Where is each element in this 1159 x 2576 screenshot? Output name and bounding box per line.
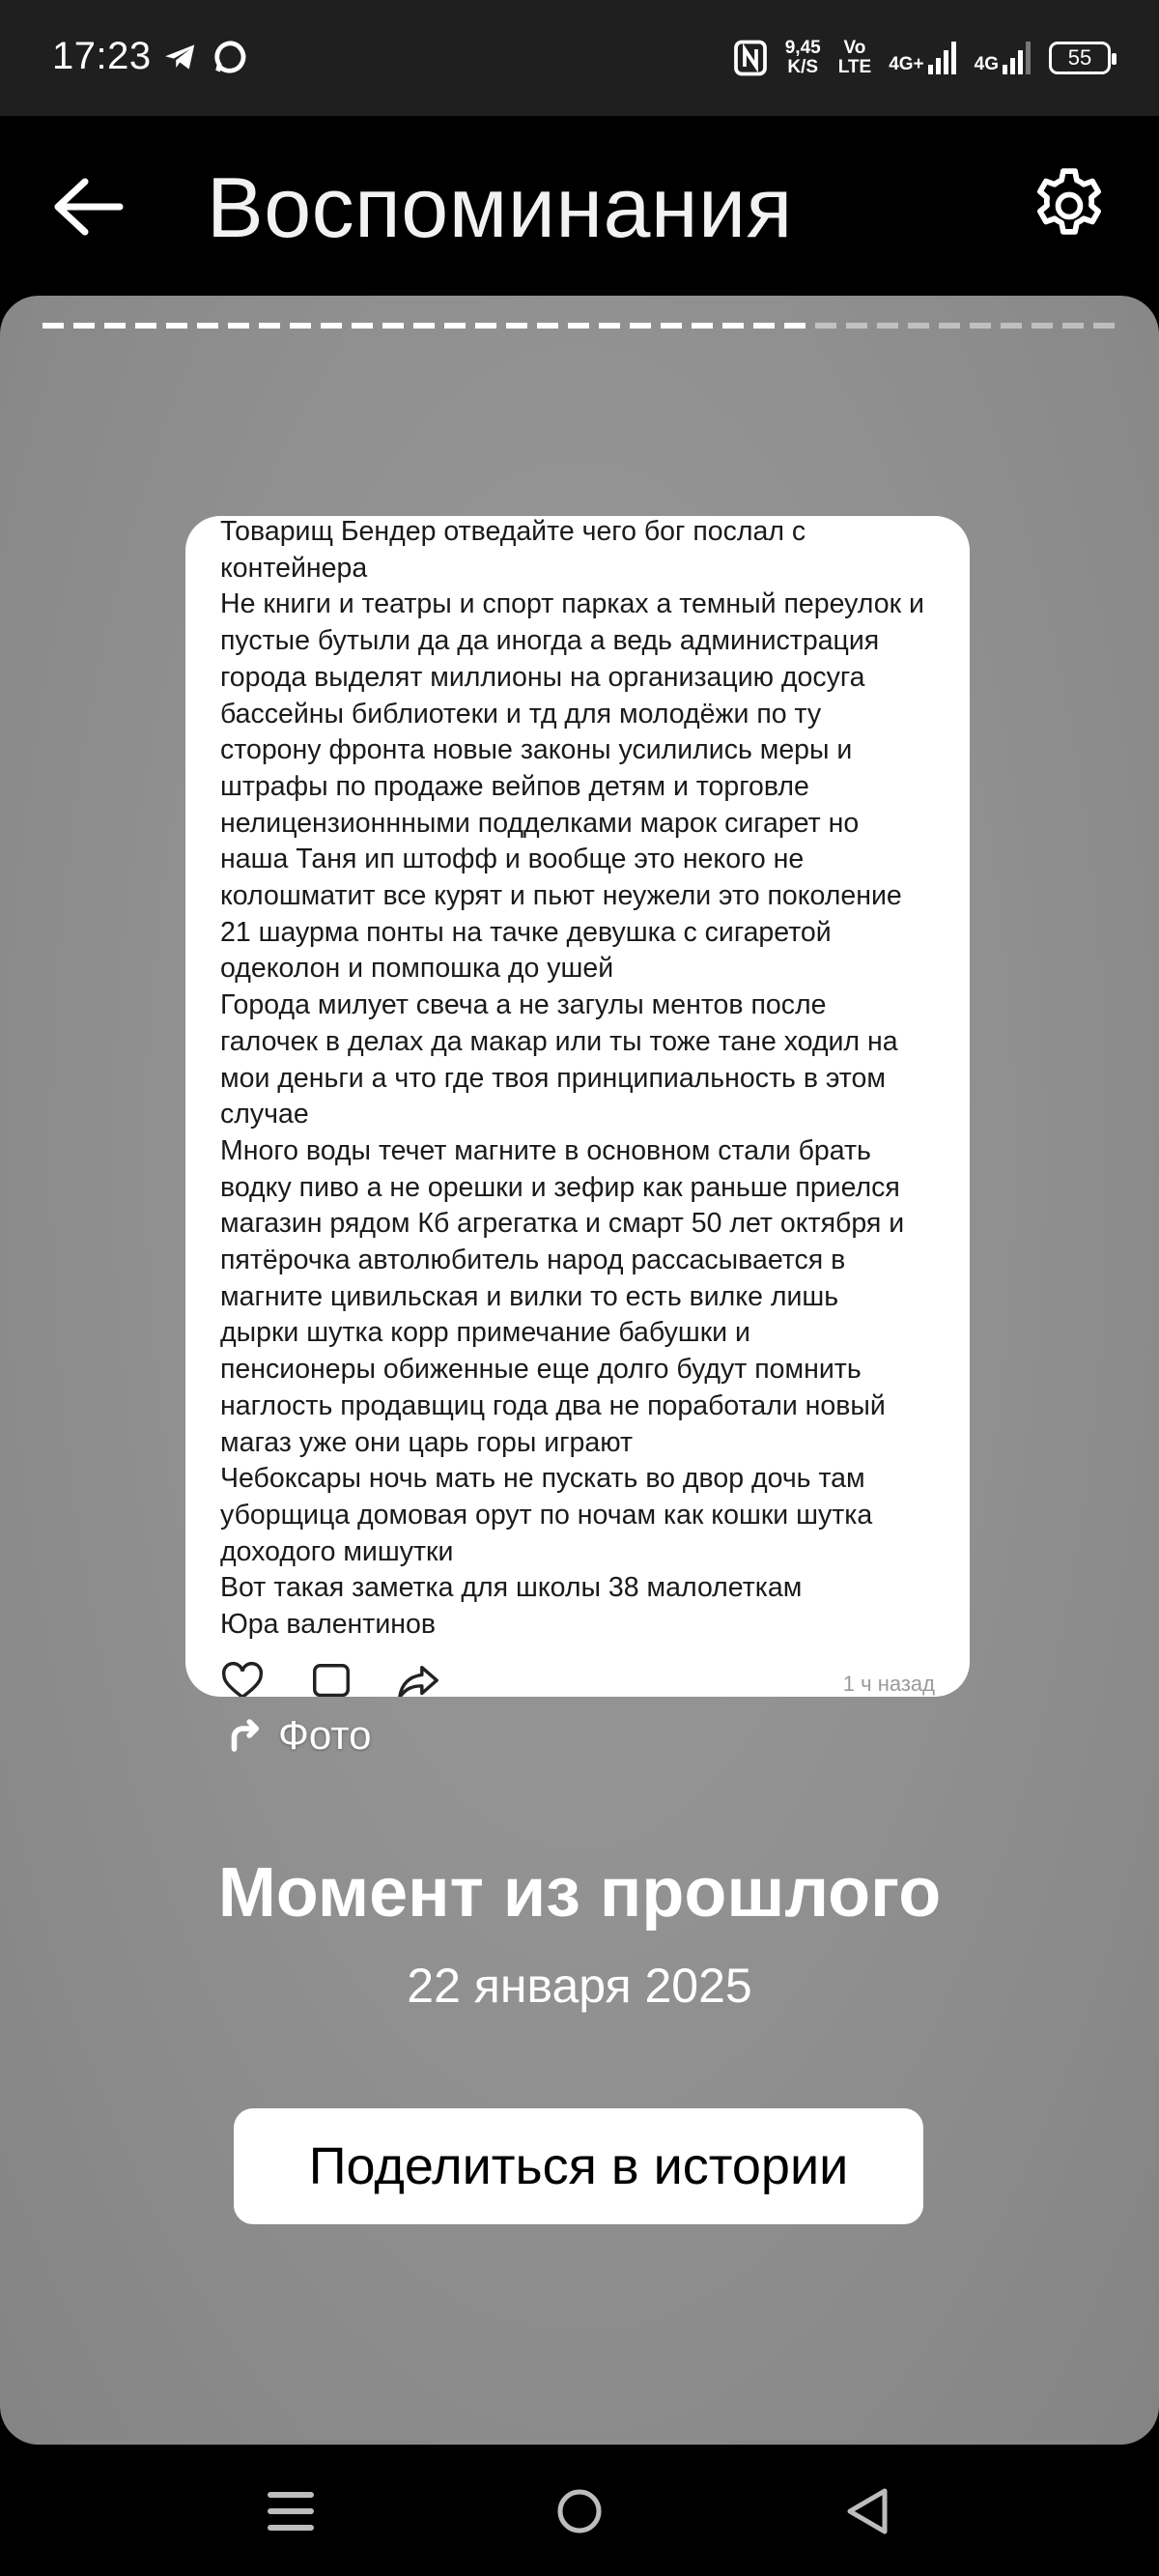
story-panel[interactable] [0, 296, 1159, 2445]
signal-2 [975, 42, 1032, 74]
moment-date: 22 января 2025 [407, 1959, 752, 2013]
post-text-line: контейнера [220, 552, 368, 584]
post-text-line: Товарищ Бендер отведайте чего бог послал с [220, 516, 806, 547]
progress-fill [42, 323, 806, 329]
source-label: Фото [278, 1712, 372, 1758]
nfc-icon [733, 39, 768, 77]
post-time: 1 ч назад [842, 1672, 935, 1696]
post-text-line: уборщица домовая орут по ночам как кошки шутка [220, 1499, 873, 1531]
post-text-line: штрафы по продаже вейпов детям и торговле [220, 770, 809, 802]
signal-2-label: 4G [974, 54, 999, 74]
volte-indicator [838, 39, 871, 77]
post-text-line: 21 шаурма понты на тачке девушка с сигаретой [220, 916, 832, 948]
post-text-line: случае [220, 1099, 309, 1131]
post-text-line: наша Таня ип штофф и вообще это некого не [220, 844, 805, 875]
status-time: 17:23 [52, 35, 152, 77]
app-header [0, 116, 1159, 296]
post-text [220, 516, 945, 1644]
volte-top: Vo [843, 38, 866, 58]
post-text-line: дырки шутка корр примечание бабушки и [220, 1317, 750, 1349]
repost-arrow-icon [224, 1715, 265, 1756]
net-speed-value: 9,45 [784, 38, 821, 58]
volte-bottom: LTE [837, 57, 872, 77]
post-text-line: города выделят миллионы на организацию досуга [220, 661, 865, 693]
post-text-line: Юра валентинов [220, 1609, 437, 1641]
page-title: Воспоминания [207, 159, 793, 255]
comment-icon[interactable] [309, 1660, 353, 1697]
post-text-line: нелицензионнными подделками марок сигарет но [220, 807, 860, 839]
share-icon[interactable] [396, 1660, 440, 1697]
back-icon[interactable] [834, 2477, 902, 2545]
post-text-line: сторону фронта новые законы усилились меры и [220, 734, 853, 766]
post-text-line: магаз уже они царь горы играют [220, 1426, 634, 1458]
post-text-line: пятёрочка автолюбитель народ рассасывается в [220, 1245, 846, 1276]
post-text-line: доходого мишутки [220, 1535, 454, 1567]
story-progress [42, 323, 1117, 329]
signal-1 [889, 42, 956, 74]
post-text-line: Не книги и театры и спорт парках а темный переулок и [220, 588, 924, 620]
arrow-left-icon[interactable] [50, 176, 127, 238]
status-indicators [733, 33, 1111, 83]
post-text-line: галочек в делах да макар или ты тоже тане ходил на [220, 1025, 898, 1057]
heart-icon[interactable] [220, 1660, 265, 1697]
post-text-line: колошматит все курят и пьют неужели это поколение [220, 880, 902, 912]
signal-1-label: 4G+ [889, 54, 924, 74]
post-card[interactable] [185, 516, 970, 1697]
post-text-line: магните цивильская и вилки то есть вилке лишь [220, 1280, 839, 1312]
post-text-line: Вот такая заметка для школы 38 малолеткам [220, 1572, 803, 1604]
navigation-bar [0, 2445, 1159, 2576]
post-text-line: мои деньги а что где твоя принципиальность в этом [220, 1062, 886, 1094]
signal-icon [928, 42, 957, 74]
net-speed-unit: K/S [787, 57, 819, 77]
net-speed [785, 39, 821, 77]
post-text-line: пенсионеры обиженные еще долго будут помнить [220, 1354, 862, 1386]
post-text-line: наглость продавщиц года два не поработали новый [220, 1389, 886, 1421]
moment-title: Момент из прошлого [217, 1854, 942, 1932]
post-text-line: магазин рядом Кб агрегатка и смарт 50 лет октября и [220, 1208, 905, 1240]
source-tag[interactable] [224, 1712, 372, 1759]
post-actions [185, 1654, 970, 1697]
status-bar [0, 0, 1159, 116]
share-to-story-button[interactable]: Поделиться в истории [234, 2108, 923, 2224]
post-text-line: пустые бутыли да да иногда а ведь администрация [220, 625, 880, 657]
post-text-line: Много воды течет магните в основном стали брать [220, 1134, 871, 1166]
post-text-line: Чебоксары ночь мать не пускать во двор дочь там [220, 1463, 865, 1495]
menu-icon[interactable] [257, 2477, 325, 2545]
whatsapp-icon [212, 39, 249, 75]
telegram-icon [162, 39, 199, 75]
signal-icon [1003, 42, 1032, 74]
home-icon[interactable] [546, 2477, 613, 2545]
post-text-line: Города милует свеча а не загулы ментов после [220, 989, 827, 1021]
post-text-line: бассейны библиотеки и тд для молодёжи по ту [220, 698, 822, 730]
post-text-line: одеколон и помпошка до ушей [220, 953, 614, 985]
gear-icon[interactable] [1028, 164, 1111, 247]
battery-icon: 55 [1049, 42, 1111, 74]
post-text-line: водку пиво а не орешки и зефир как раньше приелся [220, 1171, 900, 1203]
